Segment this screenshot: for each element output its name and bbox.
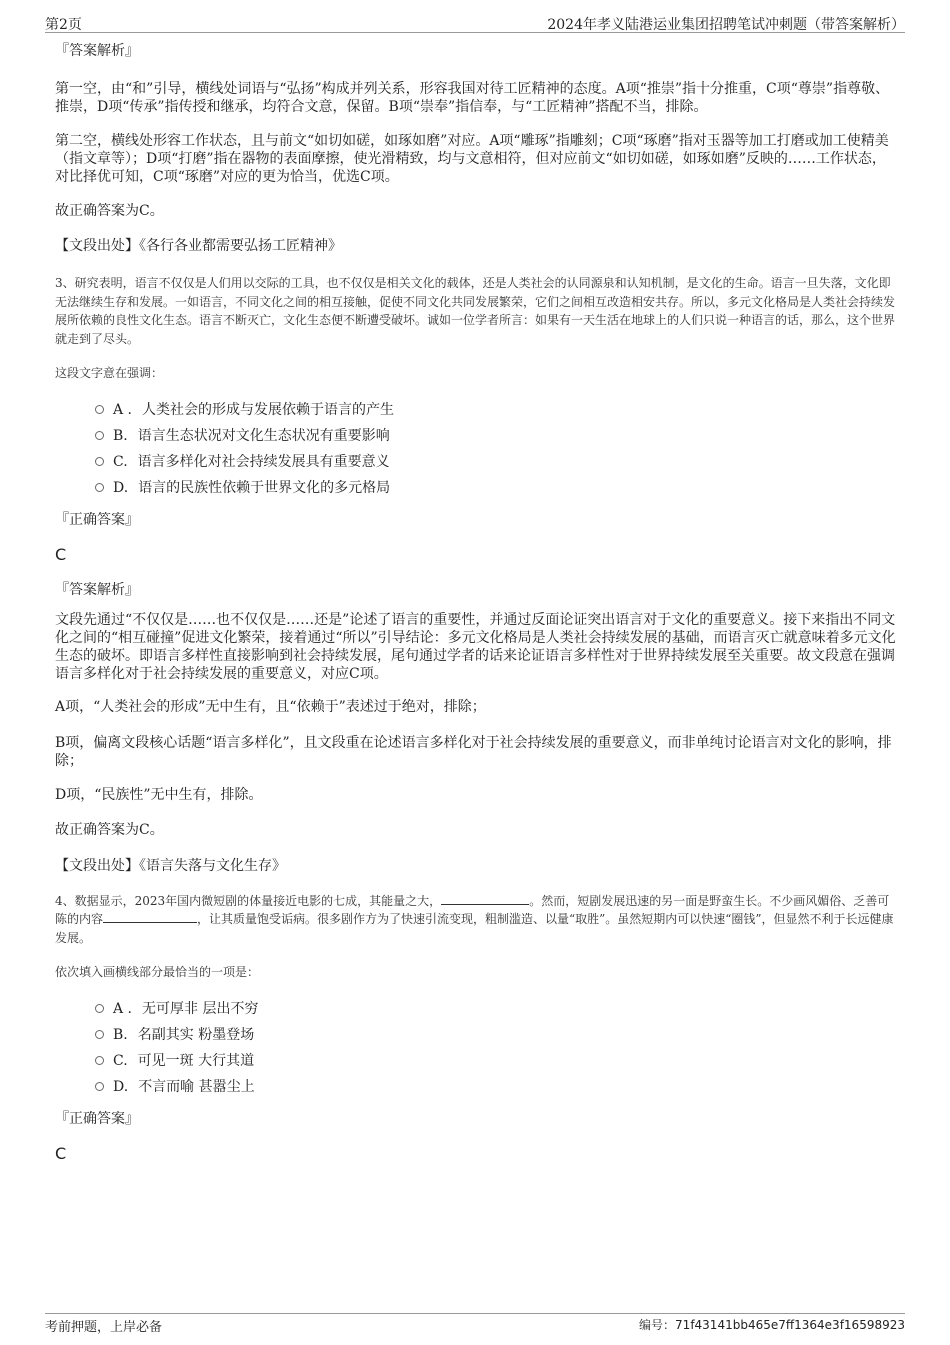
- question-prompt: 这段文字意在强调：: [55, 366, 164, 380]
- question-text-part: 。然而，短剧发展迅速的另一面是野蛮生长。不少画风媚俗、乏善可陈的内容: [55, 893, 890, 926]
- analysis-paragraph: 第二空，横线处形容工作状态，且与前文“如切如磋，如琢如磨”对应。A项“雕琢”指雕刻；C项“琢磨”指对玉器等加工打磨或加工使精美（指文章等）；D项“打磨”指在器物的表面摩擦，使光滑精致，均与文意相符，但对应前文“如切如磋，如琢如磨”反映的……工作状态，对比择优可知，C项“琢磨”对应的更为恰当，优选C项。: [55, 133, 889, 185]
- option-key: B.: [113, 1026, 128, 1043]
- option-key: B.: [113, 427, 128, 444]
- option-b[interactable]: [95, 423, 898, 449]
- radio-icon[interactable]: [95, 457, 104, 466]
- radio-icon[interactable]: [95, 405, 104, 414]
- footer-slogan: 考前押题，上岸必备: [45, 1320, 163, 1335]
- answer-value: C: [55, 544, 67, 564]
- analysis-label: 『答案解析』: [55, 43, 139, 59]
- option-text: 名副其实 粉墨登场: [137, 1026, 255, 1043]
- question-text-part: 4、数据显示，2023年国内微短剧的体量接近电影的七成，其能量之大，: [55, 893, 442, 908]
- option-key: C.: [113, 453, 128, 470]
- option-key: C.: [113, 1052, 128, 1069]
- analysis-paragraph: D项，“民族性”无中生有，排除。: [55, 786, 263, 803]
- document-title: 2024年孝义陆港运业集团招聘笔试冲刺题（带答案解析）: [547, 17, 905, 33]
- option-text: 可见一斑 大行其道: [137, 1052, 255, 1069]
- option-c[interactable]: [95, 1048, 898, 1074]
- main-content: [55, 42, 898, 1180]
- question-text: [55, 892, 898, 948]
- source: 【文段出处】《各行各业都需要弘扬工匠精神》: [55, 238, 342, 254]
- analysis-label: 『答案解析』: [55, 581, 139, 598]
- analysis-paragraph: 文段先通过“不仅仅是……也不仅仅是……还是”论述了语言的重要性，并通过反面论证突出语言对于文化的重要意义。接下来指出不同文化之间的“相互碰撞”促进文化繁荣，接着通过“所以”引导结论：多元文化格局是人类社会持续发展的基础，而语言灭亡就意味着多元文化生态的破坏。即语言多样性直接影响到社会持续发展，尾句通过学者的话来论证语言多样性对于世界持续发展至关重要。故文段意在强调语言多样化对于社会持续发展的重要意义，对应C项。: [55, 611, 896, 682]
- answer-label: 『正确答案』: [55, 1110, 139, 1127]
- radio-icon[interactable]: [95, 1030, 104, 1039]
- page-number: 第2页: [45, 17, 82, 33]
- option-a[interactable]: [95, 996, 898, 1022]
- option-text: 人类社会的形成与发展依赖于语言的产生: [142, 401, 395, 418]
- analysis-paragraph: 第一空，由“和”引导，横线处词语与“弘扬”构成并列关系，形容我国对待工匠精神的态度。A项“推崇”指十分推重，C项“尊崇”指尊敬、推崇，D项“传承”指传授和继承，均符合文意，保留。B项“崇奉”指信奉，与“工匠精神”搭配不当，排除。: [55, 81, 890, 115]
- page-footer: [45, 1313, 905, 1335]
- option-list: [95, 397, 898, 501]
- option-text: 语言生态状况对文化生态状况有重要影响: [137, 427, 390, 444]
- page-header: [45, 12, 905, 33]
- option-d[interactable]: [95, 1074, 898, 1100]
- answer-label: 『正确答案』: [55, 511, 139, 528]
- option-c[interactable]: [95, 449, 898, 475]
- option-key: D.: [113, 479, 129, 496]
- option-key: A .: [113, 401, 133, 418]
- option-text: 语言多样化对社会持续发展具有重要意义: [137, 453, 390, 470]
- question-text: 3、研究表明，语言不仅仅是人们用以交际的工具，也不仅仅是相关文化的载体，还是人类社会的认同源泉和认知机制，是文化的生命。语言一旦失落，文化即无法继续生存和发展。一如语言，不同文化之间的相互接触，促使不同文化共同发展繁荣，它们之间相互改造相安共存。所以，多元文化格局是人类社会持续发展所依赖的良性文化生态。语言不断灭亡，文化生态便不断遭受破坏。诚如一位学者所言：如果有一天生活在地球上的人们只说一种语言的话，那么，这个世界就走到了尽头。: [55, 276, 896, 346]
- radio-icon[interactable]: [95, 1056, 104, 1065]
- conclusion: 故正确答案为C。: [55, 821, 164, 838]
- source: 【文段出处】《语言失落与文化生存》: [55, 857, 286, 874]
- option-text: 语言的民族性依赖于世界文化的多元格局: [138, 479, 391, 496]
- radio-icon[interactable]: [95, 1082, 104, 1091]
- option-key: A .: [113, 1000, 133, 1017]
- option-list: [95, 996, 898, 1100]
- option-a[interactable]: [95, 397, 898, 423]
- option-text: 不言而喻 甚嚣尘上: [138, 1078, 255, 1095]
- conclusion: 故正确答案为C。: [55, 203, 164, 219]
- radio-icon[interactable]: [95, 431, 104, 440]
- option-d[interactable]: [95, 475, 898, 501]
- option-key: D.: [113, 1078, 129, 1095]
- radio-icon[interactable]: [95, 483, 104, 492]
- question-prompt: 依次填入画横线部分最恰当的一项是：: [55, 965, 260, 979]
- answer-value: C: [55, 1143, 67, 1163]
- document-id: 编号：71f43141bb465e7ff1364e3f16598923: [639, 1318, 905, 1332]
- radio-icon[interactable]: [95, 1004, 104, 1013]
- analysis-paragraph: A项，“人类社会的形成”无中生有，且“依赖于”表述过于绝对，排除；: [55, 698, 486, 715]
- analysis-paragraph: B项，偏离文段核心话题“语言多样化”，且文段重在论述语言多样化对于社会持续发展的重要意义，而非单纯讨论语言对文化的影响，排除；: [55, 734, 892, 769]
- fill-blank: [441, 892, 529, 905]
- fill-blank: [103, 910, 197, 923]
- option-b[interactable]: [95, 1022, 898, 1048]
- option-text: 无可厚非 层出不穷: [142, 1000, 259, 1017]
- question-text-part: ，让其质量饱受诟病。很多剧作方为了快速引流变现，粗制滥造、以量“取胜”。虽然短期内可以快速“圈钱”，但显然不利于长远健康发展。: [55, 912, 894, 945]
